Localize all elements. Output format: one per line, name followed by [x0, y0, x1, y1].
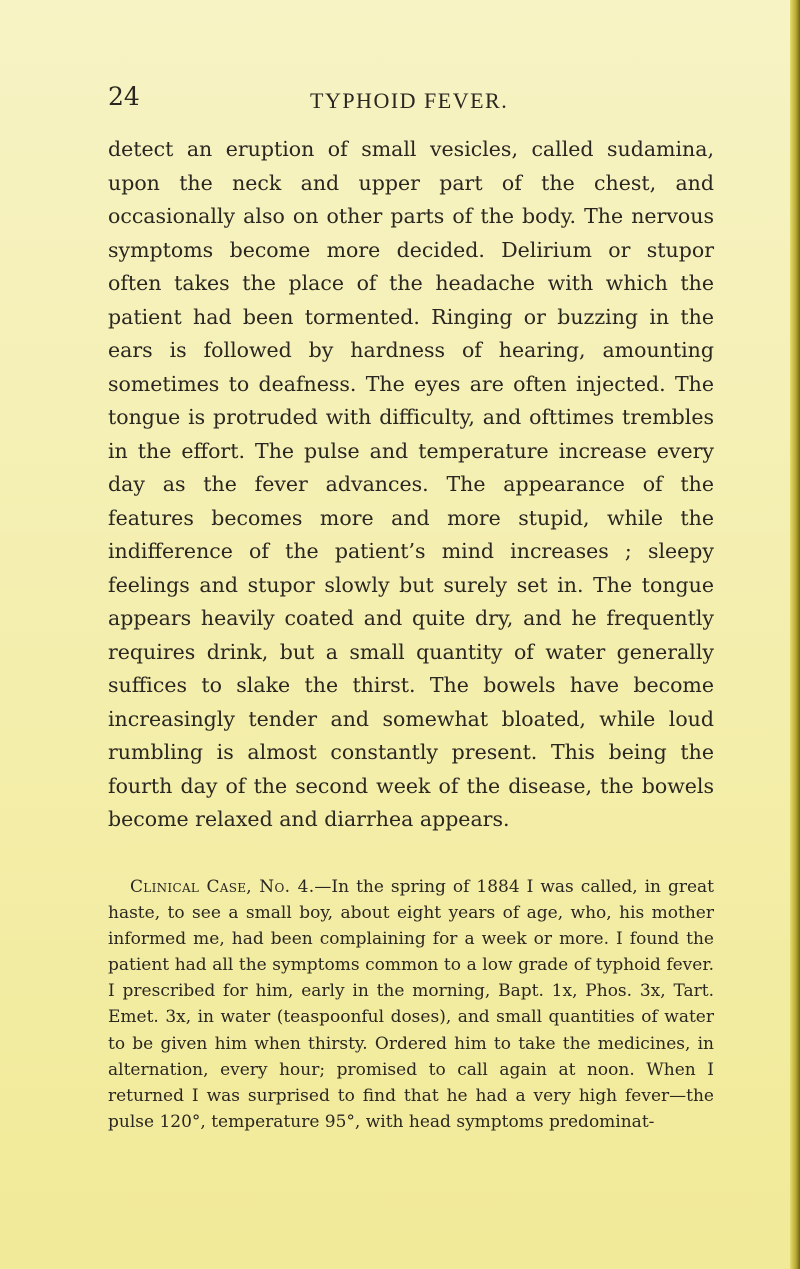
- page-header: [108, 76, 708, 116]
- clinical-case-text: —In the spring of 1884 I was called, in great haste, to see a small boy, about eight years of age, who, his mother informed me, had been complaining for a week or more. I found the patient had all the symptoms common to a low grade of typhoid fever. I prescribed for him, early in the morning, Bapt. 1x, Phos. 3x, Tart. Emet. 3x, in water (teaspoonful doses), and small quantities of water to be given him when thirsty. Ordered him to take the medicines, in alternation, every hour; promised to call again at noon. When I returned I was surprised to find that he had a very high fever—the pulse 120°, temperature 95°, with head symptoms predominat-: [108, 877, 714, 1132]
- body-paragraph: detect an eruption of small vesicles, called sudamina, upon the neck and upper part of the chest, and occasionally also on other parts of the body. The nervous symptoms become more decided. Delirium or stupor often takes the place of the headache with which the patient had been tormented. Ringing or buzzing in the ears is followed by hardness of hearing, amounting sometimes to deafness. The eyes are often injected. The tongue is protruded with difficulty, and ofttimes trembles in the effort. The pulse and temperature increase every day as the fever advances. The appearance of the features becomes more and more stupid, while the indifference of the patient’s mind increases ; sleepy feelings and stupor slowly but surely set in. The tongue appears heavily coated and quite dry, and he frequently requires drink, but a small quantity of water generally suffices to slake the thirst. The bowels have become increasingly tender and somewhat bloated, while loud rumbling is almost constantly present. This being the fourth day of the second week of the disease, the bowels become relaxed and diarrhea appears.: [108, 137, 714, 831]
- clinical-case-paragraph: [108, 874, 714, 1135]
- page-edge: [790, 0, 800, 1269]
- clinical-case-heading: Clinical Case, No. 4.: [130, 877, 315, 897]
- page-number: 24: [108, 82, 140, 111]
- running-head: TYPHOID FEVER.: [310, 88, 509, 113]
